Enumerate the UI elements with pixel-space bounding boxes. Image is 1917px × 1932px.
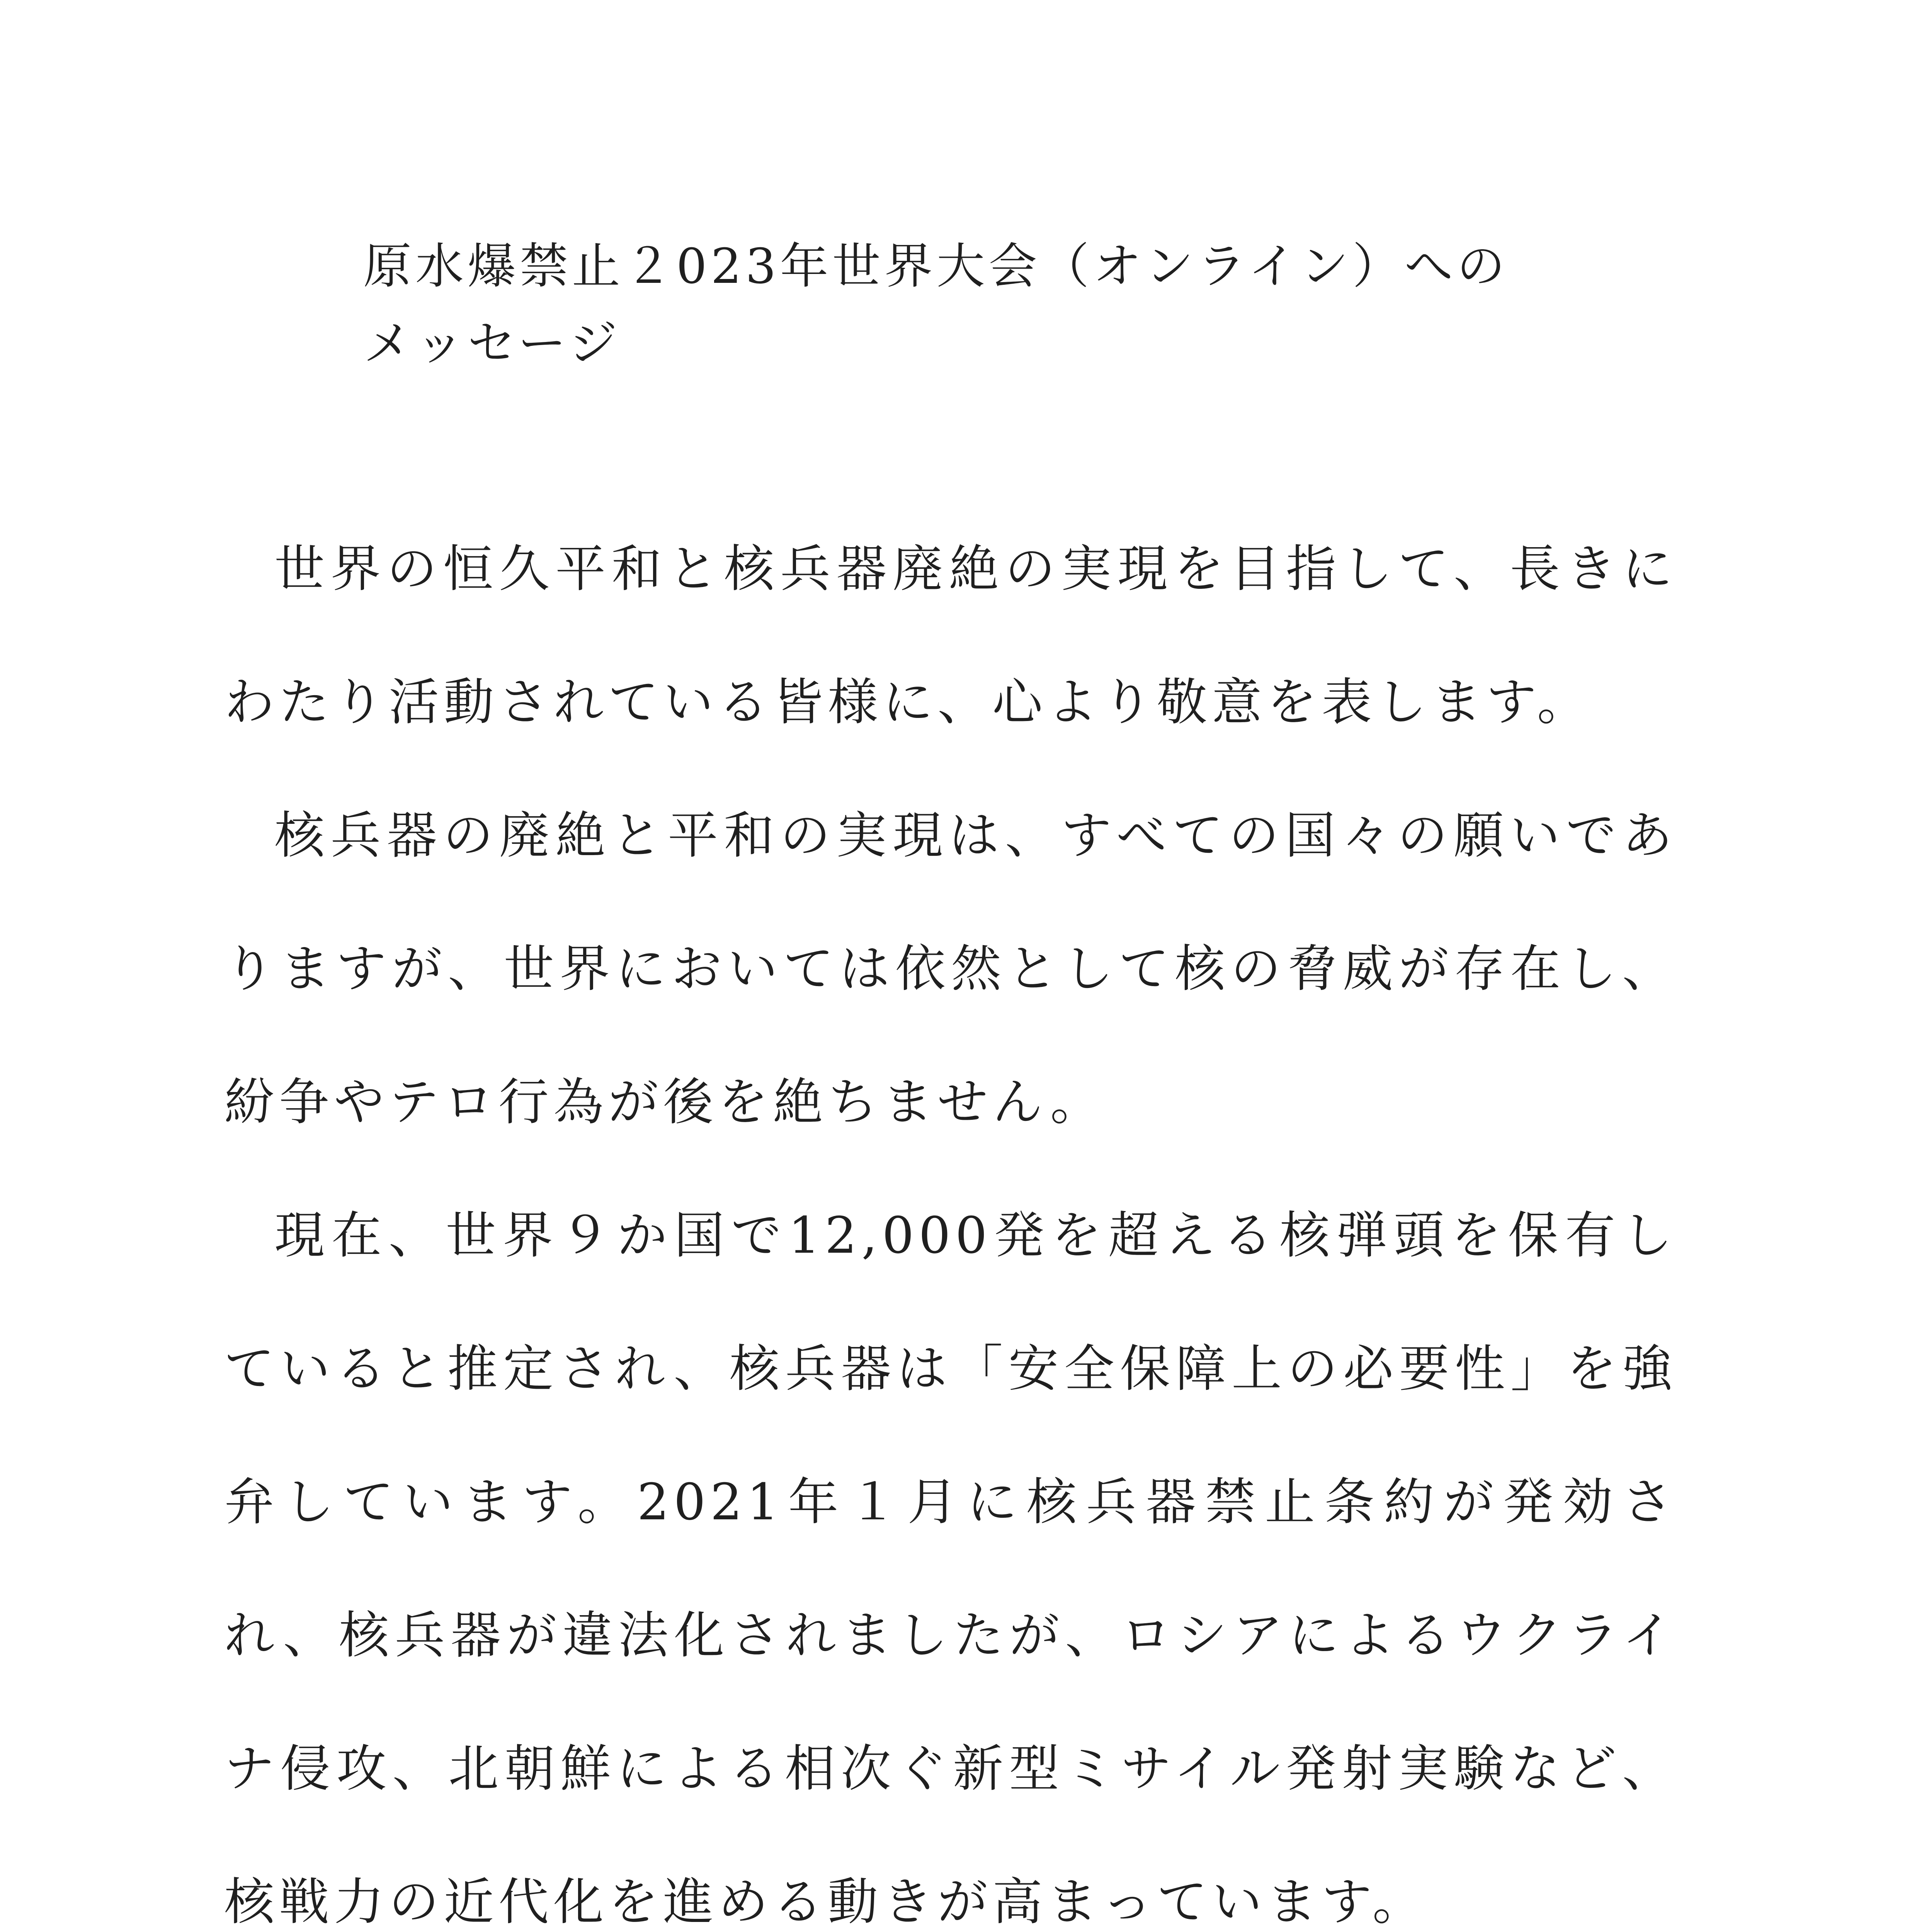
paragraph: 核兵器の廃絶と平和の実現は、すべての国々の願いでありますが、世界においては依然として核の脅威が存在し、紛争やテロ行為が後を絶ちません。	[224, 806, 1677, 1131]
paragraph: 現在、世界９か国で12,000発を超える核弾頭を保有していると推定され、核兵器は「安全保障上の必要性」を強弁しています。2021年１月に核兵器禁止条約が発効され、核兵器が違法化されましたが、ロシアによるウクライナ侵攻、北朝鮮による相次ぐ新型ミサイル発射実験など、核戦力の近代化を進める動きが高まっています。	[224, 1206, 1677, 1931]
paragraph: 世界の恒久平和と核兵器廃絶の実現を目指して、長きにわたり活動されている皆様に、心より敬意を表します。	[224, 539, 1677, 731]
document-title	[363, 228, 1600, 383]
title-line-2: メッセージ	[363, 316, 621, 372]
title-line-1: 原水爆禁止２023年世界大会（オンライン）への	[363, 238, 1509, 294]
message-body	[224, 502, 1677, 1932]
